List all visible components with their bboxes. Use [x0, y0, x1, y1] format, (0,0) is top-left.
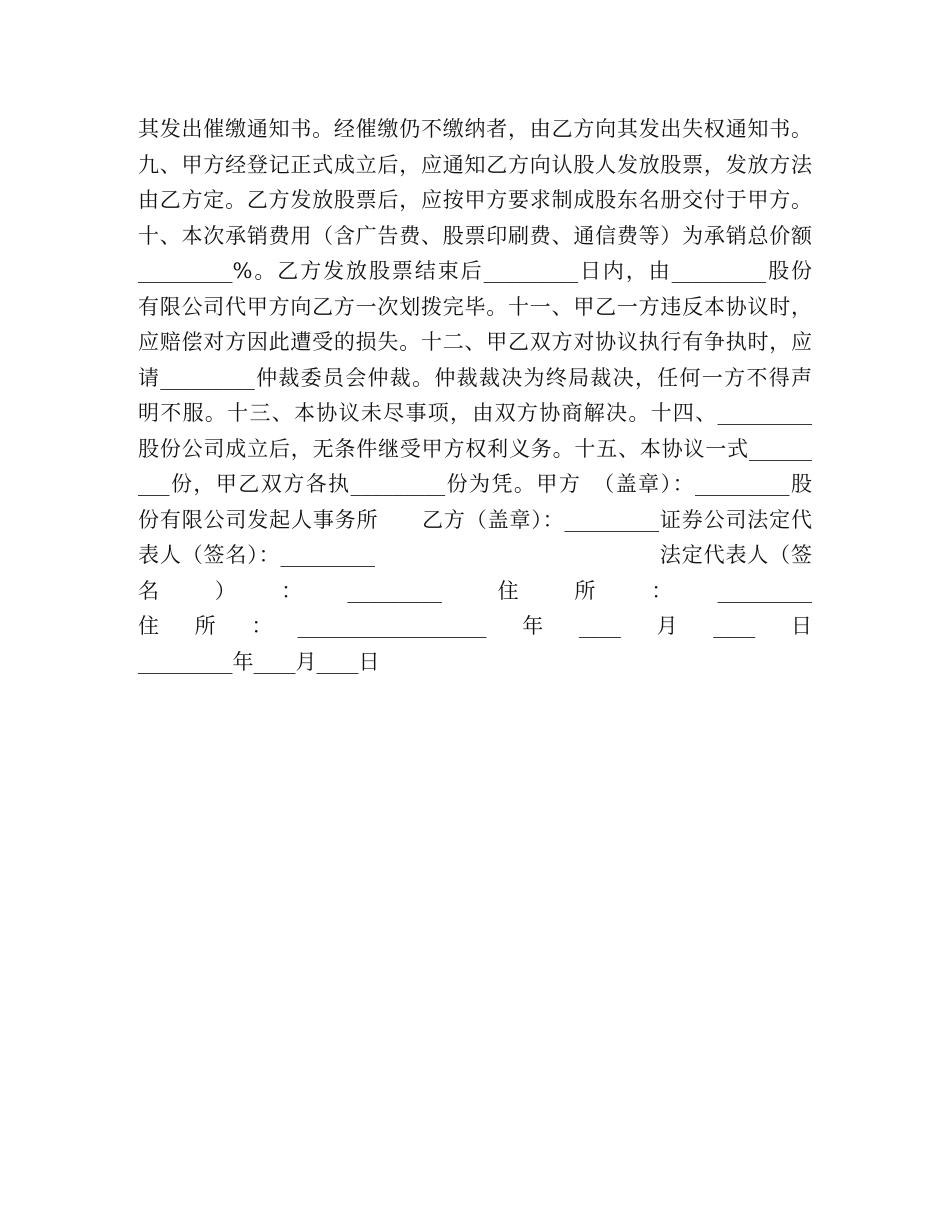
text-line: 九、甲方经登记正式成立后，应通知乙方向认股人发放股票，发放方法	[138, 152, 812, 177]
text-line: 股份公司成立后，无条件继受甲方权利义务。十五、本协议一式______	[138, 436, 812, 461]
text-line: 名 ） ： _________ 住 所 ： _________	[138, 578, 812, 603]
text-line: _________年____月____日	[138, 649, 380, 674]
text-line: 其发出催缴通知书。经催缴仍不缴纳者，由乙方向其发出失权通知书。	[138, 117, 812, 141]
text-line: 有限公司代甲方向乙方一次划拨完毕。十一、甲乙一方违反本协议时，	[138, 294, 812, 319]
text-line: _________%。乙方发放股票结束后_________日内，由_________股份	[138, 259, 812, 283]
text-line: 请_________仲裁委员会仲裁。仲裁裁决为终局裁决，任何一方不得声	[138, 365, 812, 390]
text-line: 应赔偿对方因此遭受的损失。十二、甲乙双方对协议执行有争执时，应	[138, 330, 812, 354]
agreement-body-text	[138, 112, 812, 680]
text-line: ___份，甲乙双方各执_________份为凭。甲方 （盖章）：_________股	[138, 472, 812, 496]
text-line: 十、本次承销费用（含广告费、股票印刷费、通信费等）为承销总价额	[138, 223, 812, 248]
text-line: 份有限公司发起人事务所 乙方（盖章）：_________证券公司法定代	[138, 507, 812, 532]
text-line: 由乙方定。乙方发放股票后，应按甲方要求制成股东名册交付于甲方。	[138, 188, 812, 212]
text-line: 住 所 ： __________________ 年 ____ 月 ____ 日	[138, 614, 812, 638]
text-line: 明不服。十三、本协议未尽事项，由双方协商解决。十四、_________	[138, 401, 812, 425]
text-line: 表人（签名）：_________ 法定代表人（签	[138, 543, 812, 567]
